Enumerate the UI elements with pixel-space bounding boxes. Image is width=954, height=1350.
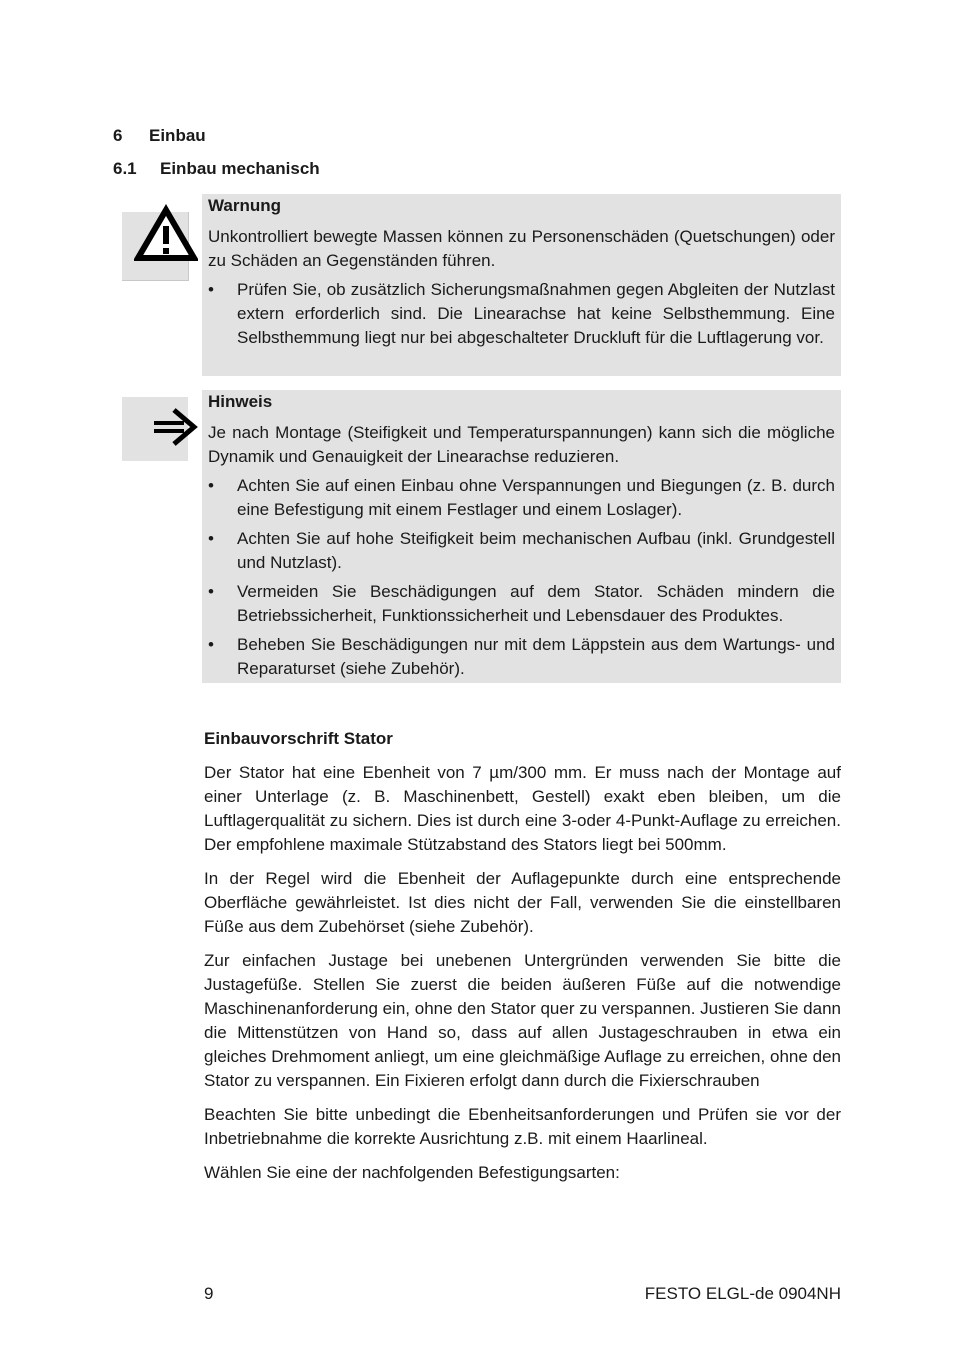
note-icon-box (122, 397, 188, 461)
paragraph: Zur einfachen Justage bei unebenen Untergründen verwenden Sie bitte die Justagefüße. Stellen Sie zuerst die beiden äußeren Füße auf die notwendige Maschinenanforderung ein, ohne den Stator quer zu verspannen. Justieren Sie dann die Mittenstützen von Hand so, dass auf allen Justageschrauben in etwa ein gleiches Drehmoment anliegt, um eine gleichmäßige Auflage zu erreichen, ohne den Stator zu verspannen. Ein Fixieren erfolgt dann durch die Fixierschrauben (204, 951, 841, 1090)
note-panel (202, 390, 841, 683)
list-item: • Achten Sie auf hohe Steifigkeit beim mechanischen Aufbau (inkl. Grundgestell und Nutzlast). (208, 529, 835, 572)
note-text: Je nach Montage (Steifigkeit und Temperaturspannungen) kann sich die mögliche Dynamik und Genauigkeit der Linearachse reduzieren. (208, 423, 835, 466)
list-item: • Vermeiden Sie Beschädigungen auf dem Stator. Schäden mindern die Betriebssicherheit, Funktionssicherheit und Lebensdauer des Produktes. (208, 582, 835, 625)
chapter-number: 6 (113, 126, 123, 145)
note-bullets (208, 474, 835, 681)
page-number: 9 (204, 1284, 214, 1303)
arrow-right-icon (152, 407, 198, 454)
list-item: • Beheben Sie Beschädigungen nur mit dem Läppstein aus dem Wartungs- und Reparaturset (siehe Zubehör). (208, 635, 835, 678)
paragraph: In der Regel wird die Ebenheit der Auflagepunkte durch eine entsprechende Oberfläche gewährleistet. Ist dies nicht der Fall, verwenden Sie die einstellbaren Füße aus dem Zubehörset (siehe Zubehör). (204, 869, 841, 936)
warning-bullets (208, 278, 835, 350)
list-item: • Achten Sie auf einen Einbau ohne Verspannungen und Biegungen (z. B. durch eine Befestigung mit einem Festlager und einem Loslager). (208, 476, 835, 519)
chapter-title: Einbau (149, 126, 206, 145)
section-title: Einbau mechanisch (160, 159, 320, 178)
warning-panel (202, 194, 841, 376)
warning-icon-box (122, 212, 189, 281)
note-title: Hinweis (208, 392, 273, 411)
document-id: FESTO ELGL-de 0904NH (644, 1284, 841, 1303)
installation-instructions (204, 727, 841, 1195)
warning-triangle-icon (134, 204, 198, 271)
list-item: • Prüfen Sie, ob zusätzlich Sicherungsmaßnahmen gegen Abgleiten der Nutzlast extern erforderlich sind. Die Linearachse hat keine Selbsthemmung. Eine Selbsthemmung liegt nur bei abgeschalteter Druckluft für die Luftlagerung vor. (208, 280, 835, 347)
section-number: 6.1 (113, 159, 137, 178)
chapter-heading (113, 124, 206, 148)
paragraph: Beachten Sie bitte unbedingt die Ebenheitsanforderungen und Prüfen sie vor der Inbetriebnahme die korrekte Ausrichtung z.B. mit einem Haarlineal. (204, 1105, 841, 1148)
warning-title: Warnung (208, 196, 282, 215)
warning-text: Unkontrolliert bewegte Massen können zu Personenschäden (Quetschungen) oder zu Schäden an Gegenständen führen. (208, 227, 835, 270)
section-heading (113, 157, 320, 181)
subheading: Einbauvorschrift Stator (204, 729, 393, 748)
paragraph: Der Stator hat eine Ebenheit von 7 µm/300 mm. Er muss nach der Montage auf einer Unterlage (z. B. Maschinenbett, Gestell) exakt eben bleiben, um die Luftlagerqualität zu sichern. Dies ist durch eine 3-oder 4-Punkt-Auflage zu erreichen. Der empfohlene maximale Stützabstand des Stators liegt bei 500mm. (204, 763, 841, 854)
paragraph: Wählen Sie eine der nachfolgenden Befestigungsarten: (204, 1163, 620, 1182)
